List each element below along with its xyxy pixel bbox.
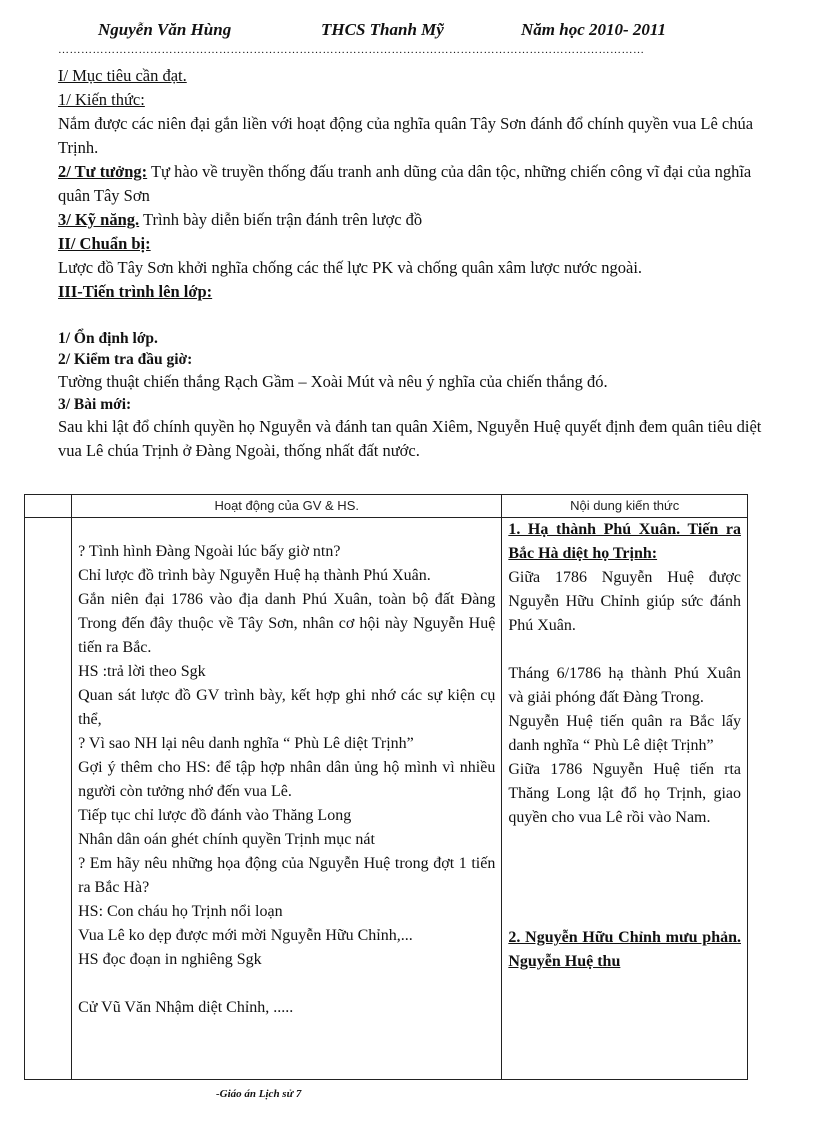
content-cell	[502, 518, 748, 1080]
skill-heading: 3/ Kỹ năng.	[58, 210, 140, 229]
preparation-text: Lược đồ Tây Sơn khởi nghĩa chống các thế lực PK và chống quân xâm lược nước ngoài.	[58, 258, 643, 277]
page-header	[0, 20, 816, 44]
content-blank-line	[508, 854, 741, 878]
activity-line: ? Em hãy nêu những họa động của Nguyễn Huệ trong đợt 1 tiến ra Bắc Hà?	[78, 855, 496, 896]
section-2-title: 2. Nguyễn Hữu Chỉnh mưu phản. Nguyễn Huệ thu	[508, 929, 741, 970]
objectives-heading: I/ Mục tiêu cần đạt.	[58, 66, 187, 85]
step-3-text: Sau khi lật đổ chính quyền họ Nguyễn và đánh tan quân Xiêm, Nguyễn Huệ quyết định đem quân tiêu diệt vua Lê chúa Trịnh ở Đàng Ngoài, thống nhất đất nước.	[58, 417, 762, 460]
table-row	[25, 518, 748, 1080]
header-blank-cell	[25, 495, 72, 518]
step-2-heading: 2/ Kiểm tra đầu giờ:	[58, 351, 193, 368]
header-content: Nội dung kiến thức	[502, 495, 748, 518]
table-header-row	[25, 495, 748, 518]
document-body	[58, 64, 772, 463]
content-paragraph: Giữa 1786 Nguyễn Huệ được Nguyễn Hữu Chỉnh giúp sức đánh Phú Xuân.	[508, 569, 741, 634]
attitude-paragraph	[58, 160, 772, 208]
skill-text: Trình bày diễn biến trận đánh trên lược đồ	[139, 210, 423, 229]
content-blank-line	[508, 902, 741, 926]
attitude-heading: 2/ Tư tưởng:	[58, 162, 148, 181]
blank-cell	[25, 518, 72, 1080]
content-blank-line	[508, 638, 741, 662]
knowledge-heading: 1/ Kiến thức:	[58, 90, 145, 109]
activity-line: HS :trả lời theo Sgk	[78, 663, 206, 680]
content-paragraph: Nguyễn Huệ tiến quân ra Bắc lấy danh nghĩa “ Phù Lê diệt Trịnh”	[508, 713, 741, 754]
activity-line: Vua Lê ko dẹp được mới mời Nguyễn Hữu Chỉnh,...	[78, 927, 413, 944]
step-3-heading: 3/ Bài mới:	[58, 396, 132, 413]
activity-line: ? Tình hình Đàng Ngoài lúc bấy giờ ntn?	[78, 543, 341, 560]
activity-line: Gợi ý thêm cho HS: để tập hợp nhân dân ủng hộ mình vì nhiều người còn tưởng nhớ đến vua Lê.	[78, 759, 496, 800]
activity-cell	[72, 518, 502, 1080]
activity-line: Nhân dân oán ghét chính quyền Trịnh mục nát	[78, 831, 375, 848]
attitude-text: Tự hào về truyền thống đấu tranh anh dũng của dân tộc, những chiến công vĩ đại của nghĩa quân Tây Sơn	[58, 162, 752, 205]
activity-line: Cử Vũ Văn Nhậm diệt Chỉnh, .....	[78, 999, 294, 1016]
knowledge-text: Nắm được các niên đại gắn liền với hoạt động của nghĩa quân Tây Sơn đánh đổ chính quyền vua Lê chúa Trịnh.	[58, 114, 754, 157]
header-activity: Hoạt động của GV & HS.	[72, 495, 502, 518]
activity-blank-line	[78, 972, 495, 996]
spacer	[58, 304, 772, 328]
step-1-heading: 1/ Ổn định lớp.	[58, 330, 158, 347]
activity-line: Gắn niên đại 1786 vào địa danh Phú Xuân, toàn bộ đất Đàng Trong đến đây thuộc về Tây Sơn, nhân cơ hội này Nguyễn Huệ tiến ra Bắc.	[78, 591, 496, 656]
activity-line: Quan sát lược đồ GV trình bày, kết hợp ghi nhớ các sự kiện cụ thể,	[78, 687, 496, 728]
activity-line: HS: Con cháu họ Trịnh nổi loạn	[78, 903, 283, 920]
preparation-heading: II/ Chuẩn bị:	[58, 234, 151, 253]
step-2-text: Tường thuật chiến thắng Rạch Gầm – Xoài Mút và nêu ý nghĩa của chiến thắng đó.	[58, 372, 608, 391]
school-year: Năm học 2010- 2011	[521, 20, 666, 39]
page-footer: -Giáo án Lịch sử 7	[216, 1088, 302, 1100]
header-divider: ………………………………………………………………………………………………………………………………………	[58, 44, 645, 56]
school-name: THCS Thanh Mỹ	[321, 20, 444, 39]
activity-line: Chỉ lược đồ trình bày Nguyễn Huệ hạ thành Phú Xuân.	[78, 567, 431, 584]
process-heading: III-Tiến trình lên lớp:	[58, 282, 213, 301]
activity-line: HS đọc đoạn in nghiêng Sgk	[78, 951, 262, 968]
content-blank-line	[508, 878, 741, 902]
section-1-title: 1. Hạ thành Phú Xuân. Tiến ra Bắc Hà diệt họ Trịnh:	[508, 521, 741, 562]
activity-line: Tiếp tục chỉ lược đồ đánh vào Thăng Long	[78, 807, 352, 824]
content-paragraph: Tháng 6/1786 hạ thành Phú Xuân và giải phóng đất Đàng Trong.	[508, 665, 741, 706]
skill-paragraph	[58, 208, 772, 232]
content-blank-line	[508, 830, 741, 854]
activity-line: ? Vì sao NH lại nêu danh nghĩa “ Phù Lê diệt Trịnh”	[78, 735, 414, 752]
lesson-table	[24, 494, 748, 1080]
author-name: Nguyễn Văn Hùng	[98, 20, 232, 39]
content-paragraph: Giữa 1786 Nguyễn Huệ tiến rta Thăng Long lật đổ họ Trịnh, giao quyền cho vua Lê rồi vào Nam.	[508, 761, 741, 826]
